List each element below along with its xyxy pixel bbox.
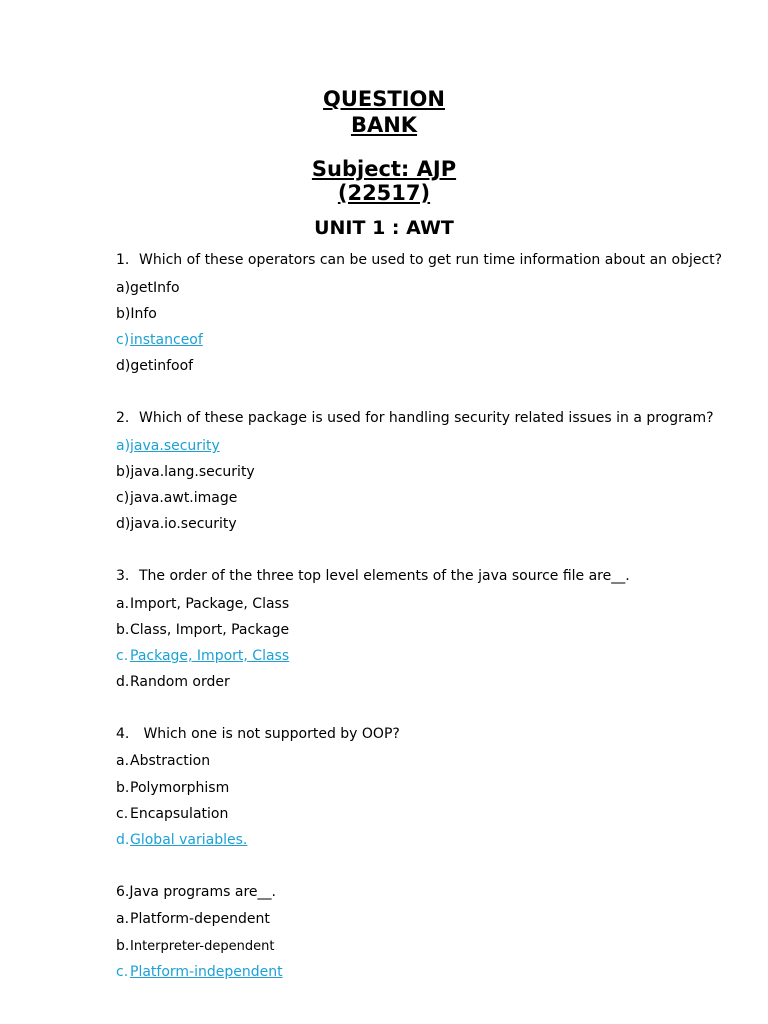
question-6: [116, 883, 276, 901]
question-text: Which of these package is used for handling security related issues in a program?: [139, 410, 714, 426]
question-2: [116, 409, 714, 427]
option-text: Interpreter-dependent: [130, 939, 275, 954]
q2-option-c: [116, 489, 237, 507]
option-text: Info: [130, 306, 157, 322]
option-text: Platform-dependent: [130, 911, 270, 927]
option-text: Encapsulation: [130, 806, 229, 822]
doc-subject-line2: (22517): [337, 181, 431, 205]
question-number: 1.: [116, 252, 130, 268]
option-text: getinfoof: [130, 358, 194, 374]
option-marker: b.: [116, 780, 130, 796]
option-marker: d.: [116, 832, 130, 848]
option-marker: c.: [116, 964, 129, 980]
option-text: Global variables.: [130, 832, 248, 848]
option-marker: c.: [116, 806, 129, 822]
option-text: Polymorphism: [130, 780, 230, 796]
option-marker: a): [116, 280, 131, 296]
option-marker: c): [116, 332, 130, 348]
option-marker: b.: [116, 622, 130, 638]
q6-option-c-answer: [116, 963, 283, 981]
q3-option-d: [116, 673, 230, 691]
question-number: 4.: [116, 726, 130, 742]
question-text: The order of the three top level elements of the java source file are__.: [139, 568, 630, 584]
option-marker: d.: [116, 674, 130, 690]
option-text: java.io.security: [130, 516, 237, 532]
option-marker: b): [116, 464, 131, 480]
option-marker: a.: [116, 596, 130, 612]
question-1: [116, 251, 722, 269]
question-text: Which of these operators can be used to get run time information about an object?: [139, 252, 723, 268]
question-text: Which one is not supported by OOP?: [139, 726, 400, 742]
q1-option-a: [116, 279, 180, 297]
q4-option-d-answer: [116, 831, 247, 849]
q6-option-b: [116, 937, 274, 956]
q1-option-c-answer: [116, 331, 203, 349]
option-marker: a): [116, 438, 131, 454]
option-text: Random order: [130, 674, 230, 690]
option-marker: c): [116, 490, 130, 506]
doc-title-line2: BANK: [350, 113, 418, 137]
q3-option-c-answer: [116, 647, 289, 665]
q3-option-b: [116, 621, 289, 639]
option-marker: b.: [116, 938, 130, 954]
option-marker: d): [116, 358, 131, 374]
q1-option-b: [116, 305, 157, 323]
option-marker: a.: [116, 911, 130, 927]
q6-option-a: [116, 910, 270, 928]
option-text: Abstraction: [130, 753, 211, 769]
option-text: Package, Import, Class: [130, 648, 290, 664]
q4-option-c: [116, 805, 228, 823]
option-text: instanceof: [130, 332, 203, 348]
option-text: getInfo: [130, 280, 180, 296]
option-text: Platform-independent: [130, 964, 283, 980]
question-number: 6.: [116, 884, 130, 900]
q4-option-a: [116, 752, 210, 770]
question-number: 2.: [116, 410, 130, 426]
option-text: Class, Import, Package: [130, 622, 290, 638]
option-marker: b): [116, 306, 131, 322]
option-marker: d): [116, 516, 131, 532]
option-text: java.security: [130, 438, 220, 454]
q4-option-b: [116, 779, 229, 797]
question-text: Java programs are__.: [129, 884, 276, 900]
option-text: java.lang.security: [130, 464, 255, 480]
doc-title-line1: QUESTION: [323, 87, 445, 111]
q1-option-d: [116, 357, 193, 375]
option-marker: a.: [116, 753, 130, 769]
question-3: [116, 567, 630, 585]
unit-heading: UNIT 1 : AWT: [314, 217, 454, 239]
option-marker: c.: [116, 648, 129, 664]
option-text: java.awt.image: [130, 490, 238, 506]
question-4: [116, 725, 400, 743]
q2-option-d: [116, 515, 237, 533]
question-number: 3.: [116, 568, 130, 584]
option-text: Import, Package, Class: [130, 596, 290, 612]
q3-option-a: [116, 595, 289, 613]
q2-option-a-answer: [116, 437, 220, 455]
doc-subject-line1: Subject: AJP: [311, 157, 457, 181]
q2-option-b: [116, 463, 255, 481]
